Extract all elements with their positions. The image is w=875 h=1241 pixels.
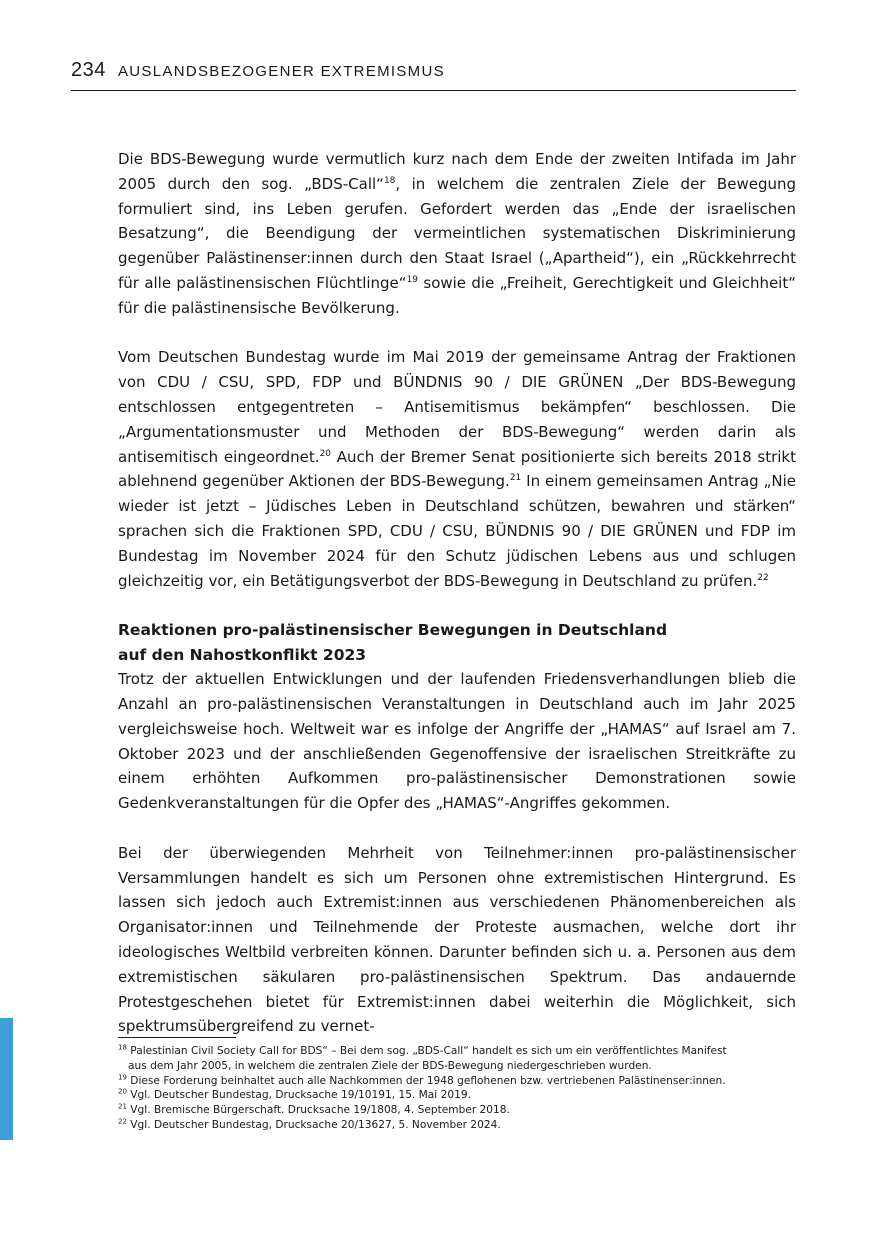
footnote-22: $^{22}$ Vgl. Deutscher Bundestag, Drucksache 20/13627, 5. November 2024. [118,1117,501,1131]
footnote-20: $^{20}$ Vgl. Deutscher Bundestag, Drucksache 19/10191, 15. Mai 2019. [118,1087,471,1102]
paragraph-participants: Bei der überwiegenden Mehrheit von Teilnehmer:innen pro-palästinensischer Versammlungen handelt es sich um Personen ohne extremistischen Hintergrund. Es lassen sich jedoch auch Extremist:innen aus verschiedenen Phänomenbereichen als Organisator:innen und Teilnehmende der Proteste ausmachen, welche dort ihr ideologisches Weltbild verbreiten können. Darunter befinden sich u. a. Personen aus dem extremistischen säkularen pro-palästinensischen Spektrum. Das andauernde Protestgeschehen bietet für Extremist:innen dabei weiterhin die Möglichkeit, sich spektrumsübergreifend zu vernet- [118,843,796,1036]
footnote-ref-22[interactable]: 22 [757,572,769,583]
chapter-side-tab [0,1018,13,1140]
section-heading: Reaktionen pro-palästinensischer Bewegungen in Deutschland auf den Nahostkonflikt 2023 [118,621,668,664]
footnote-18: $^{18}$ Palestinian Civil Society Call for BDS“ – Bei dem sog. „BDS-Call“ handelt es sich um ein veröffentlichtes Manifest aus dem Jahr 2005, in welchem die zentralen Ziele der BDS-Bewegung niedergeschrieben wurden. [118,1043,727,1072]
running-header [71,58,796,91]
running-title: AUSLANDSBEZOGENER EXTREMISMUS [118,63,445,80]
main-text [118,147,796,1039]
footnote-divider [118,1037,236,1038]
footnote-ref-18[interactable]: 18 [383,175,396,186]
footnote-ref-19[interactable]: 19 [406,274,419,285]
footnotes [118,1044,796,1133]
page-number: 234 [71,59,106,81]
footnote-19: $^{19}$ Diese Forderung beinhaltet auch alle Nachkommen der 1948 geflohenen bzw. vertriebenen Palästinenser:innen. [118,1073,726,1087]
paragraph-reactions: Trotz der aktuellen Entwicklungen und der laufenden Friedensverhandlungen blieb die Anzahl an pro-palästinensischen Veranstaltungen in Deutschland auch im Jahr 2025 vergleichsweise hoch. Weltweit war es infolge der Angriffe der „HAMAS“ auf Israel am 7. Oktober 2023 und der anschließenden Gegenoffensive der israelischen Streitkräfte zu einem erhöhten Aufkommen pro-palästinensischer Demonstrationen sowie Gedenkveranstaltungen für die Opfer des „HAMAS“-Angriffes gekommen. [118,670,796,813]
paragraph-bds-call: Die BDS-Bewegung wurde vermutlich kurz nach dem Ende der zweiten Intifada im Jahr 2005 durch den sog. „BDS-Call“$^{18}$, in welchem die zentralen Ziele der Bewegung formuliert sind, ins Leben gerufen. Gefordert werden das „Ende der israelischen Besatzung“, die Beendigung der vermeintlichen systematischen Diskriminierung gegenüber Palästinenser:innen durch den Staat Israel („Apartheid“), ein „Rückkehrrecht für alle palästinensischen Flüchtlinge“$^{19}$ sowie die „Freiheit, Gerechtigkeit und Gleichheit“ für die palästinensische Bevölkerung. [118,150,797,317]
footnote-21: $^{21}$ Vgl. Bremische Bürgerschaft. Drucksache 19/1808, 4. September 2018. [118,1102,510,1117]
paragraph-bundestag: Vom Deutschen Bundestag wurde im Mai 2019 der gemeinsame Antrag der Fraktionen von CDU / CSU, SPD, FDP und BÜNDNIS 90 / DIE GRÜNEN „Der BDS-Bewegung entschlossen entgegentreten – Antisemitismus bekämpfen“ beschlossen. Die „Argumentationsmuster und Methoden der BDS-Bewegung“ werden darin als antisemitisch eingeordnet.$^{20}$ Auch der Bremer Senat positionierte sich bereits 2018 strikt ablehnend gegenüber Aktionen der BDS-Bewegung.$^{21}$ In einem gemeinsamen Antrag „Nie wieder ist jetzt – Jüdisches Leben in Deutschland schützen, bewahren und stärken“ sprachen sich die Fraktionen SPD, CDU / CSU, BÜNDNIS 90 / DIE GRÜNEN und FDP im Bundestag im November 2024 für den Schutz jüdischen Lebens aus und schlugen gleichzeitig vor, ein Betätigungsverbot der BDS-Bewegung in Deutschland zu prüfen.$^{22}$ [118,348,796,590]
footnote-ref-20[interactable]: 20 [319,448,332,459]
footnote-ref-21[interactable]: 21 [509,473,522,484]
